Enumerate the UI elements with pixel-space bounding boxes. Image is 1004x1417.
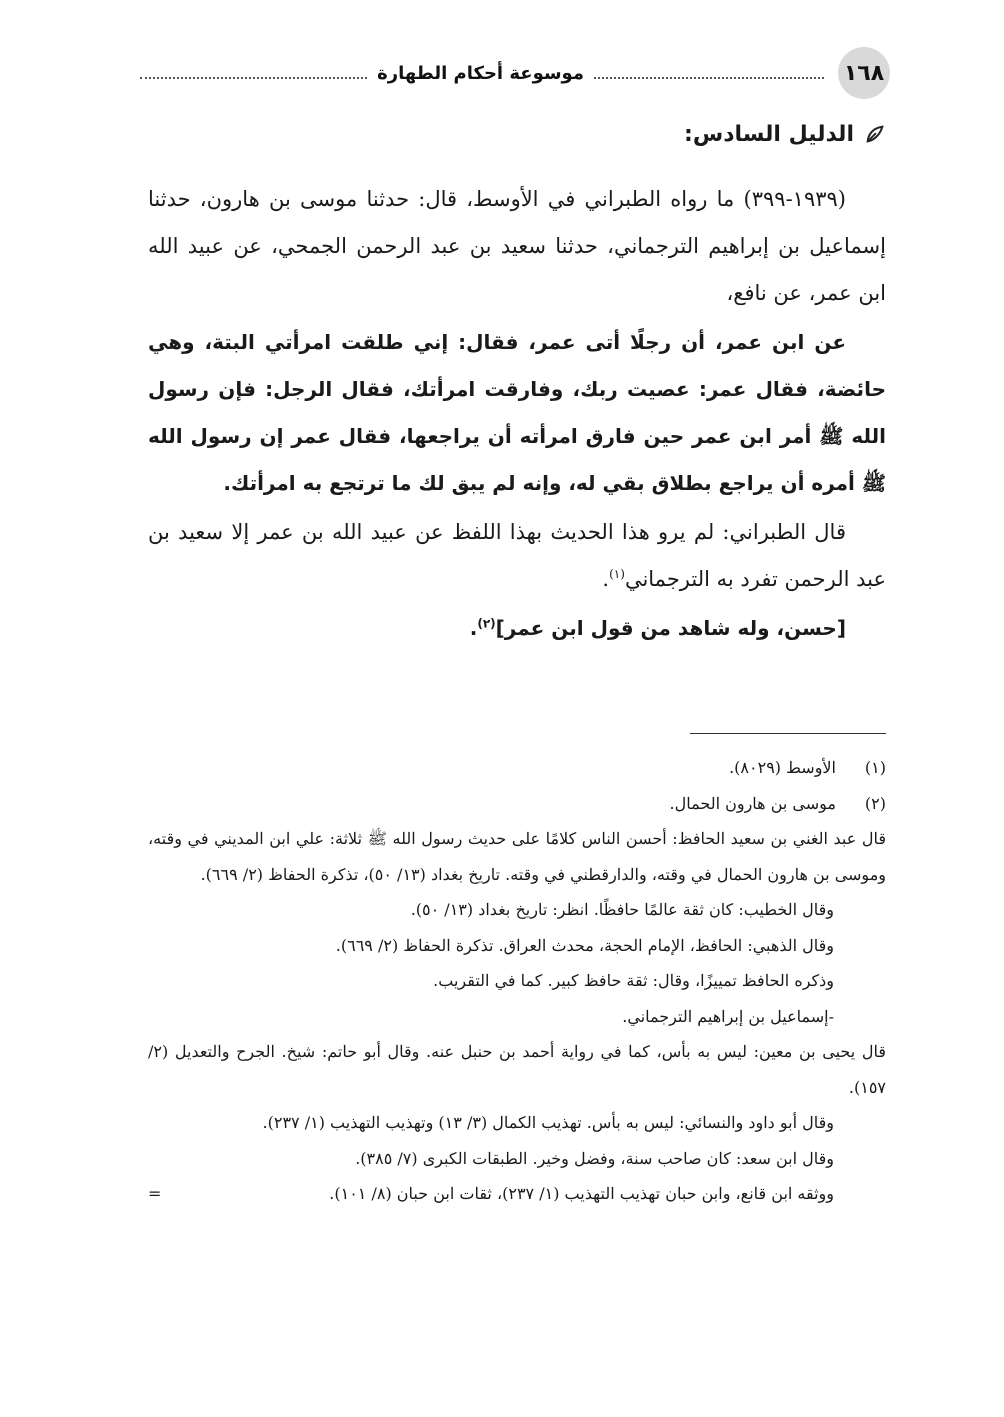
header-dots-right (594, 77, 824, 79)
section-heading (684, 122, 886, 147)
page-number: ١٦٨ (838, 47, 890, 99)
footnote-divider (690, 733, 886, 734)
footnote-line: وذكره الحافظ تمييزًا، وقال: ثقة حافظ كبير. كما في التقريب. (433, 971, 834, 990)
paragraph-grading (148, 605, 886, 652)
footnote-line: قال يحيى بن معين: ليس به بأس، كما في رواية أحمد بن حنبل عنه. وقال أبو حاتم: شيخ. الجرح والتعديل (٢/ ١٥٧). (148, 1042, 886, 1097)
footnotes (148, 750, 886, 1212)
footnote-ref-1[interactable]: (١) (609, 567, 625, 581)
paragraph-isnad: (١٩٣٩-٣٩٩) ما رواه الطبراني في الأوسط، قال: حدثنا موسى بن هارون، حدثنا إسماعيل بن إبراهيم الترجماني، حدثنا سعيد بن عبد الرحمن الجمحي، عن عبيد الله ابن عمر، عن نافع، (148, 187, 886, 305)
header-title-row (140, 59, 824, 87)
footnote-line: قال عبد الغني بن سعيد الحافظ: أحسن الناس كلامًا على حديث رسول الله ﷺ ثلاثة: علي ابن المديني في وقته، وموسى بن هارون الحمال في وقته، والدارقطني في وقته. تاريخ بغداد (١٣/ ٥٠)، تذكرة الحفاظ (٢/ ٦٦٩). (148, 829, 886, 884)
footnote-ref-2[interactable]: (٢) (477, 616, 496, 631)
footnote-line: وقال الخطيب: كان ثقة عالمًا حافظًا. انظر: تاريخ بغداد (١٣/ ٥٠). (410, 900, 834, 919)
paragraph-hadith: عن ابن عمر، أن رجلًا أتى عمر، فقال: إني طلقت امرأتي البتة، وهي حائضة، فقال عمر: عصيت ربك، وفارقت امرأتك، فقال الرجل: فإن رسول الله ﷺ أمر ابن عمر حين فارق امرأته أن يراجعها، فقال عمر إن رسول الله ﷺ أمره أن يراجع بطلاق بقي له، وإنه لم يبق لك ما ترتجع به امرأتك. (148, 330, 886, 495)
section-heading-text: الدليل السادس: (684, 122, 854, 147)
footnote-line: وقال أبو داود والنسائي: ليس به بأس. تهذيب الكمال (٣/ ١٣) وتهذيب التهذيب (١/ ٢٣٧). (262, 1113, 834, 1132)
header-dots-left (140, 77, 367, 79)
grading-end: . (469, 616, 478, 640)
leaf-icon (864, 124, 886, 146)
page-header (140, 47, 890, 99)
continuation-mark: = (148, 1184, 162, 1203)
footnote-1-text: الأوسط (٨٠٢٩). (729, 758, 836, 777)
footnote-1 (148, 750, 886, 786)
footnote-2-text: موسى بن هارون الحمال. (669, 793, 836, 813)
tabarani-note-text: قال الطبراني: لم يرو هذا الحديث بهذا اللفظ عن عبيد الله بن عمر إلا سعيد بن عبد الرحمن تفرد به الترجماني (148, 520, 886, 591)
footnote-line-last (148, 1176, 886, 1212)
footnote-line: وقال ابن سعد: كان صاحب سنة، وفضل وخير. الطبقات الكبرى (٧/ ٣٨٥). (355, 1148, 834, 1168)
main-text (148, 176, 886, 652)
paragraph-tabarani-note (148, 509, 886, 603)
footnote-1-number: (١) (864, 758, 886, 777)
grading-text: [حسن، وله شاهد من قول ابن عمر] (495, 616, 846, 640)
footnote-2 (148, 786, 886, 822)
footnote-2-number: (٢) (864, 793, 886, 813)
header-title: موسوعة أحكام الطهارة (377, 62, 584, 84)
footnote-line: -إسماعيل بن إبراهيم الترجماني. (622, 1006, 834, 1026)
footnote-line: وقال الذهبي: الحافظ، الإمام الحجة، محدث العراق. تذكرة الحفاظ (٢/ ٦٦٩). (335, 935, 834, 955)
footnote-line-last-text: ووثقه ابن قانع، وابن حبان تهذيب التهذيب (١/ ٢٣٧)، ثقات ابن حبان (٨/ ١٠١). (329, 1184, 834, 1203)
tabarani-note-end: . (602, 567, 610, 591)
